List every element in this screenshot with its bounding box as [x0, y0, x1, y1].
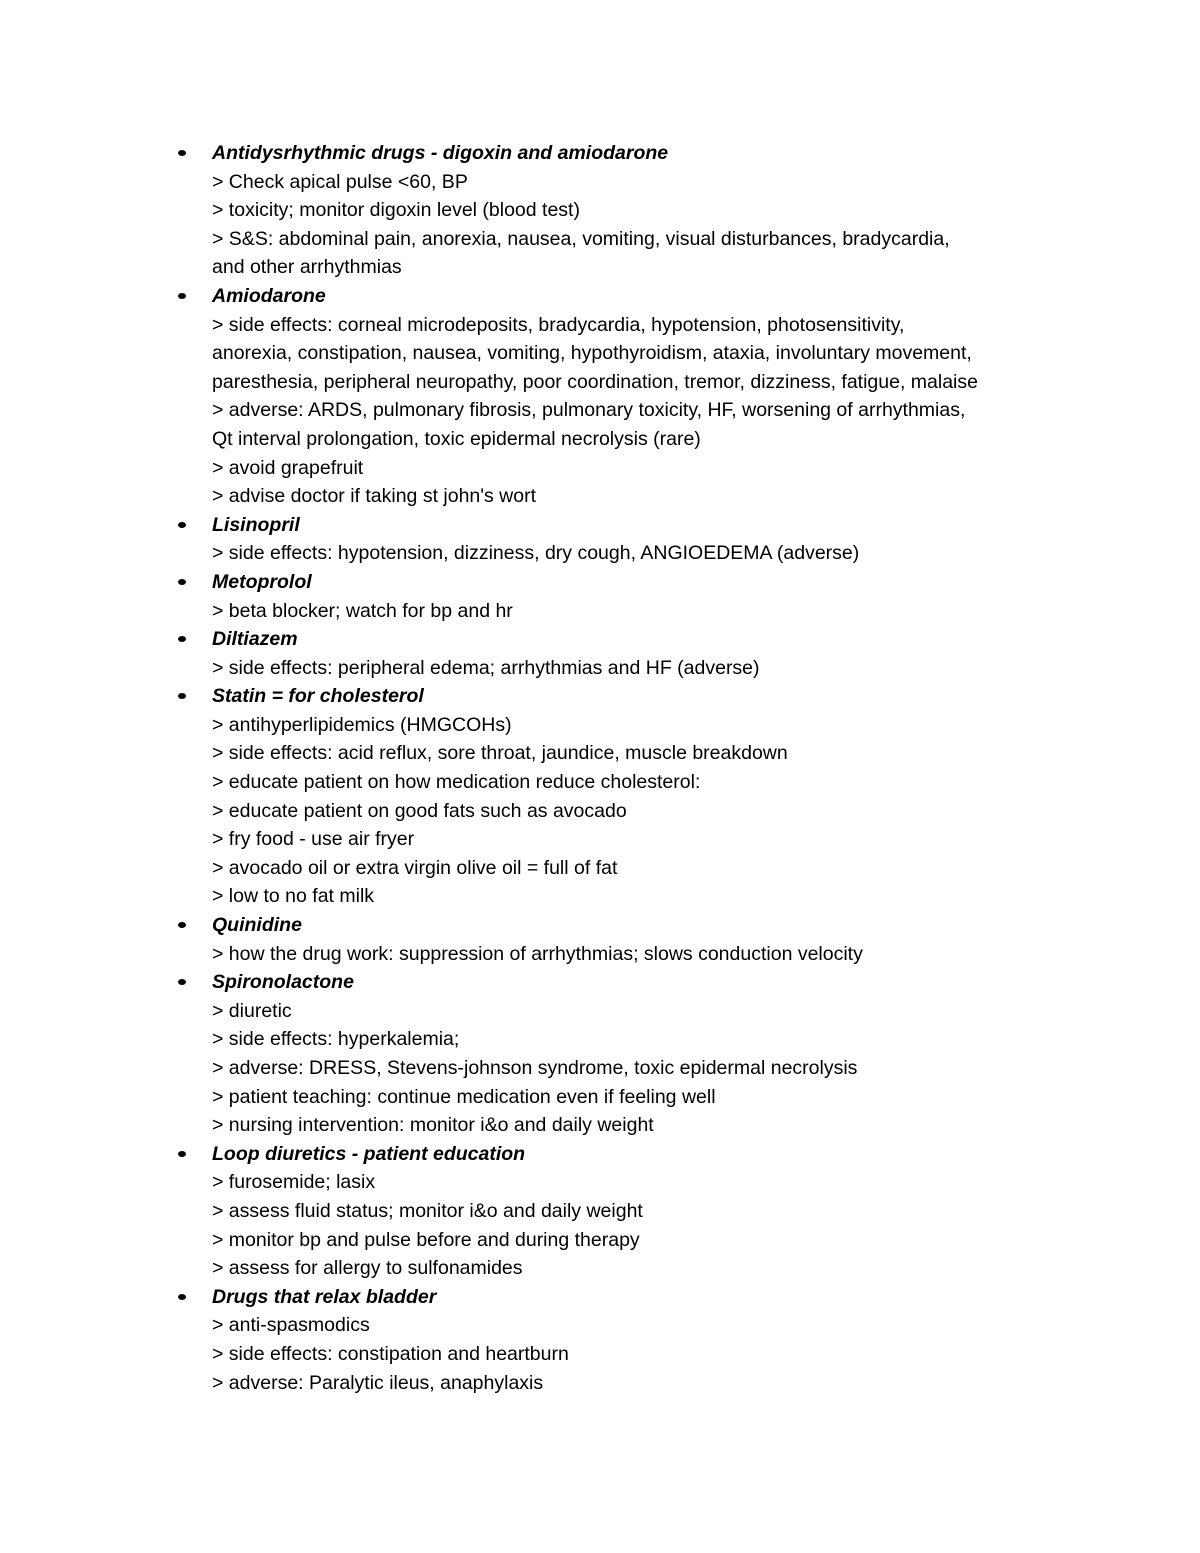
detail-line: > adverse: DRESS, Stevens-johnson syndrome, toxic epidermal necrolysis	[212, 1057, 858, 1079]
section-heading: Diltiazem	[212, 628, 298, 651]
detail-line: > avoid grapefruit	[212, 456, 364, 479]
detail-line: anorexia, constipation, nausea, vomiting, hypothyroidism, ataxia, involuntary movement,	[212, 342, 972, 365]
note-section	[212, 968, 1112, 1140]
detail-line: > furosemide; lasix	[212, 1171, 376, 1194]
section-heading: Spironolactone	[212, 971, 354, 994]
detail-line: > avocado oil or extra virgin olive oil = full of fat	[212, 856, 618, 879]
detail-line: > beta blocker; watch for bp and hr	[212, 599, 513, 622]
note-section	[212, 139, 1112, 282]
detail-line: > side effects: peripheral edema; arrhythmias and HF (adverse)	[212, 656, 760, 679]
bullet-icon	[178, 579, 186, 585]
detail-line: Qt interval prolongation, toxic epidermal necrolysis (rare)	[212, 427, 701, 450]
bullet-icon	[178, 636, 186, 642]
note-section	[212, 682, 1112, 911]
section-heading: Lisinopril	[212, 513, 300, 536]
detail-line: > patient teaching: continue medication even if feeling well	[212, 1085, 716, 1108]
section-heading: Antidysrhythmic drugs - digoxin and amiodarone	[212, 142, 669, 164]
detail-line: > S&S: abdominal pain, anorexia, nausea, vomiting, visual disturbances, bradycardia,	[212, 227, 950, 250]
section-heading: Drugs that relax bladder	[212, 1285, 437, 1308]
detail-line: > toxicity; monitor digoxin level (blood test)	[212, 199, 580, 222]
detail-line: > how the drug work: suppression of arrhythmias; slows conduction velocity	[212, 942, 863, 965]
detail-line: paresthesia, peripheral neuropathy, poor coordination, tremor, dizziness, fatigue, malaise	[212, 370, 978, 393]
detail-line: > side effects: hypotension, dizziness, dry cough, ANGIOEDEMA (adverse)	[212, 542, 860, 565]
section-heading: Loop diuretics - patient education	[212, 1142, 526, 1165]
detail-line: > side effects: constipation and heartburn	[212, 1342, 569, 1365]
note-section	[212, 625, 1112, 682]
detail-line: > adverse: ARDS, pulmonary fibrosis, pulmonary toxicity, HF, worsening of arrhythmias,	[212, 399, 966, 422]
bullet-icon	[178, 922, 186, 928]
detail-line: > fry food - use air fryer	[212, 828, 415, 851]
detail-line: > assess fluid status; monitor i&o and daily weight	[212, 1199, 643, 1222]
detail-line: > educate patient on good fats such as avocado	[212, 799, 627, 822]
note-section	[212, 511, 1112, 568]
note-section	[212, 568, 1112, 625]
bullet-icon	[178, 693, 186, 699]
detail-line: > side effects: acid reflux, sore throat, jaundice, muscle breakdown	[212, 742, 788, 765]
section-heading: Quinidine	[212, 914, 302, 937]
bullet-icon	[178, 293, 186, 299]
detail-line: > assess for allergy to sulfonamides	[212, 1257, 523, 1280]
detail-line: > monitor bp and pulse before and during therapy	[212, 1228, 640, 1251]
detail-line: > low to no fat milk	[212, 885, 375, 908]
detail-line: > educate patient on how medication reduce cholesterol:	[212, 771, 701, 794]
section-heading: Metoprolol	[212, 570, 312, 593]
detail-line: > advise doctor if taking st john's wort	[212, 485, 537, 508]
bullet-icon	[178, 1294, 186, 1300]
note-section	[212, 911, 1112, 968]
bullet-icon	[178, 150, 186, 156]
detail-line: > diuretic	[212, 999, 292, 1022]
section-heading: Amiodarone	[212, 284, 326, 307]
bullet-icon	[178, 979, 186, 985]
drug-notes-list	[212, 139, 1112, 1397]
detail-line: > nursing intervention: monitor i&o and daily weight	[212, 1114, 654, 1137]
note-section	[212, 1283, 1112, 1397]
detail-line: > antihyperlipidemics (HMGCOHs)	[212, 713, 512, 736]
detail-line: > adverse: Paralytic ileus, anaphylaxis	[212, 1371, 544, 1394]
detail-line: > Check apical pulse <60, BP	[212, 170, 468, 193]
detail-line: > side effects: hyperkalemia;	[212, 1028, 460, 1051]
detail-line: > side effects: corneal microdeposits, bradycardia, hypotension, photosensitivity,	[212, 313, 905, 336]
note-section	[212, 282, 1112, 511]
section-heading: Statin = for cholesterol	[212, 685, 424, 708]
detail-line: > anti-spasmodics	[212, 1314, 370, 1337]
detail-line: and other arrhythmias	[212, 256, 402, 279]
note-section	[212, 1140, 1112, 1283]
bullet-icon	[178, 522, 186, 528]
bullet-icon	[178, 1151, 186, 1157]
